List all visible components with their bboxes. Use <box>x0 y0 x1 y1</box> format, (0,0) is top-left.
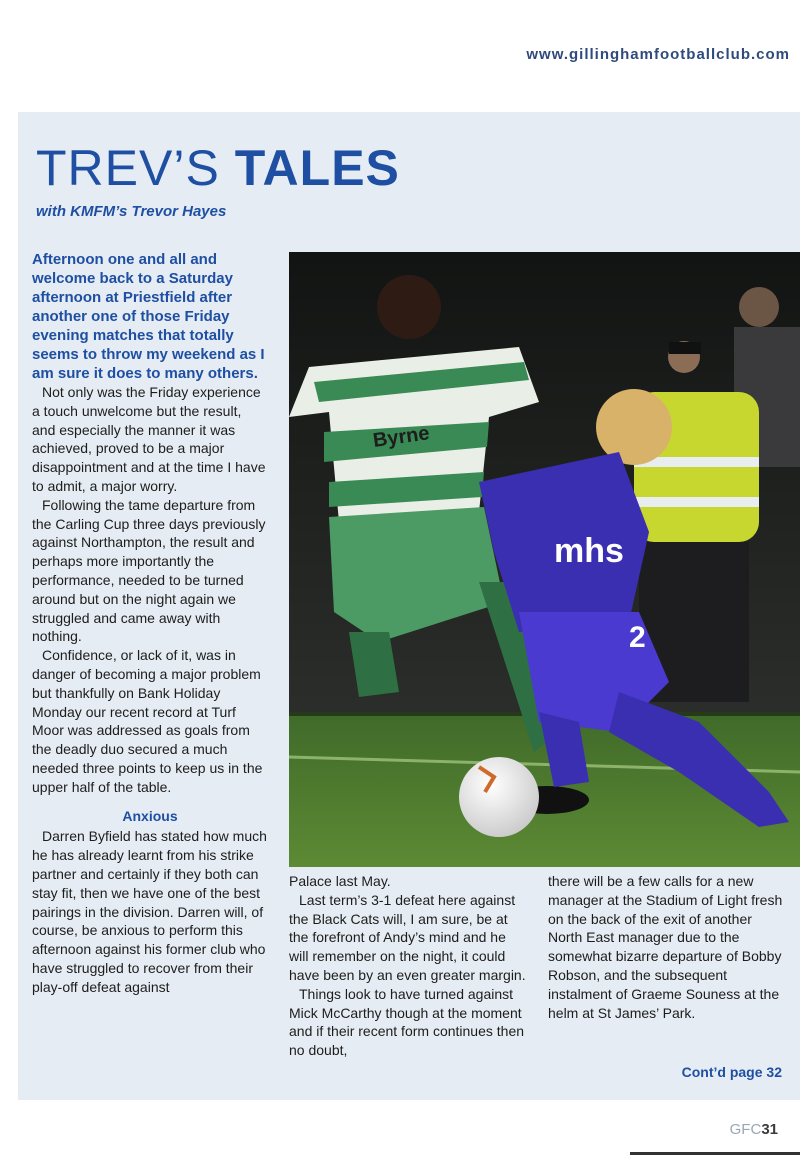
article-title <box>36 140 400 196</box>
page-number <box>730 1121 778 1138</box>
continued-link[interactable]: Cont’d page 32 <box>681 1064 782 1080</box>
website-url: www.gillinghamfootballclub.com <box>526 46 790 63</box>
body-paragraph: Not only was the Friday experience a touch unwelcome but the result, and especially the manner it was achieved, proved to be a major disappointment and at the time I have to admit, a major worry. <box>32 384 266 494</box>
match-photo-illustration <box>289 252 800 867</box>
column-3 <box>548 872 788 1022</box>
body-paragraph: there will be a few calls for a new manager at the Stadium of Light fresh on the back of the exit of another North East manager due to the somewhat bizarre departure of Bobby Robson, and the subsequent instalment of Graeme Souness at the helm at St James’ Park. <box>548 873 783 1021</box>
body-paragraph: Following the tame departure from the Carling Cup three days previously against Northampton, the result and perhaps more importantly the performance, needed to be turned around but on the night again we struggled and came away with nothing. <box>32 496 266 645</box>
shirt-sponsor: mhs <box>554 532 624 570</box>
folio-prefix: GFC <box>729 1121 762 1138</box>
body-paragraph: Last term’s 3-1 defeat here against the Black Cats will, I am sure, be at the forefront of Andy’s mind and he will remember on the night, it could have been by an even greater margin. <box>289 891 526 983</box>
title-light: TREV’S <box>36 140 220 196</box>
column-1 <box>32 250 268 997</box>
body-paragraph: Confidence, or lack of it, was in danger of becoming a major problem but thankfully on Bank Holiday Monday our recent record at Turf Moor was addressed as goals from the deadly duo secured a much needed three points to keep us in the upper half of the table. <box>32 647 263 795</box>
byline: with KMFM’s Trevor Hayes <box>36 203 227 220</box>
body-paragraph: Palace last May. <box>289 873 391 889</box>
lead-paragraph: Afternoon one and all and welcome back to a Saturday afternoon at Priestfield after another one of those Friday evening matches that totally seems to throw my weekend as I am sure it does to many others. <box>32 251 265 382</box>
body-paragraph: Darren Byfield has stated how much he has already learnt from his strike partner and certainly if they both can stay fit, then we have one of the best pairings in the division. Darren will, of course, be anxious to perform this afternoon against his former club who have struggled to recover from their play-off defeat against <box>32 828 267 995</box>
column-2 <box>289 872 529 1060</box>
body-paragraph: Things look to have turned against Mick McCarthy though at the moment and if their recent form continues then no doubt, <box>289 985 525 1059</box>
opponent-sponsor: Byrne <box>371 422 431 452</box>
folio-number: 31 <box>761 1121 778 1138</box>
subheading: Anxious <box>122 807 178 824</box>
title-bold: TALES <box>234 140 400 196</box>
match-photo <box>289 252 800 867</box>
shirt-number: 2 <box>629 621 646 654</box>
football <box>459 757 539 837</box>
bottom-rule <box>630 1152 800 1155</box>
